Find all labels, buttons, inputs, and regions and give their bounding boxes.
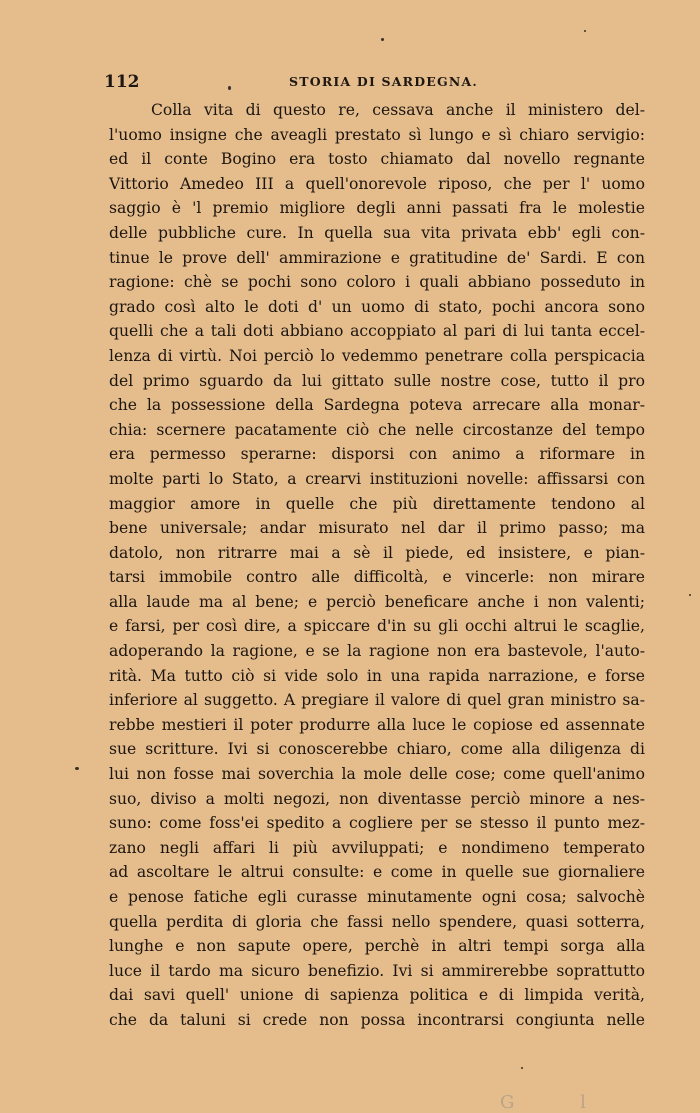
text-line: suo, diviso a molti negozi, non diventasse perciò minore a nes-	[109, 789, 645, 808]
text-line: e farsi, per così dire, a spiccare d'in su gli occhi altrui le scaglie,	[109, 617, 645, 636]
text-line: molte parti lo Stato, a crearvi instituzioni novelle: affissarsi con	[109, 469, 645, 488]
text-line: l'uomo insigne che aveagli prestato sì lungo e sì chiaro servigio:	[109, 125, 645, 144]
text-line: ed il conte Bogino era tosto chiamato dal novello regnante	[109, 150, 645, 169]
text-line: Colla vita di questo re, cessava anche il ministero del-	[151, 101, 645, 119]
paper-speck	[521, 1067, 523, 1069]
text-line: che la possessione della Sardegna poteva arrecare alla monar-	[109, 396, 645, 415]
text-line: Vittorio Amedeo III a quell'onorevole riposo, che per l' uomo	[109, 174, 645, 193]
text-line: grado così alto le doti d' un uomo di stato, pochi ancora sono	[109, 297, 645, 316]
paper-speck	[689, 594, 691, 596]
body-text	[109, 98, 645, 1033]
text-line: maggior amore in quelle che più direttamente tendono al	[109, 494, 645, 513]
text-line: saggio è 'l premio migliore degli anni passati fra le molestie	[109, 199, 645, 218]
text-line: ragione: chè se pochi sono coloro i quali abbiano posseduto in	[109, 273, 645, 292]
paper-speck	[381, 38, 384, 41]
text-line: era permesso sperarne: disporsi con animo a riformare in	[109, 445, 645, 464]
text-line: che da taluni si crede non possa incontrarsi congiunta nelle	[109, 1010, 645, 1029]
text-line: adoperando la ragione, e se la ragione non era bastevole, l'auto-	[109, 642, 645, 661]
text-line: ad ascoltare le altrui consulte: e come in quelle sue giornaliere	[109, 863, 645, 882]
paper-speck	[75, 767, 79, 770]
text-line: dai savi quell' unione di sapienza politica e di limpida verità,	[109, 986, 645, 1005]
text-line: quella perdita di gloria che fassi nello spendere, quasi sotterra,	[109, 912, 645, 931]
watermark-fragment: G l	[500, 1092, 616, 1113]
text-line: tarsi immobile contro alle difficoltà, e vincerle: non mirare	[109, 568, 645, 587]
paper-speck	[584, 30, 586, 32]
text-line: lunghe e non sapute opere, perchè in altri tempi sorga alla	[109, 937, 645, 956]
text-line: delle pubbliche cure. In quella sua vita privata ebb' egli con-	[109, 223, 645, 242]
text-line: rità. Ma tutto ciò si vide solo in una rapida narrazione, e forse	[109, 666, 645, 685]
text-line: alla laude ma al bene; e perciò beneficare anche i non valenti;	[109, 592, 645, 611]
text-line: sue scritture. Ivi si conoscerebbe chiaro, come alla diligenza di	[109, 740, 645, 759]
page-number: 112	[104, 72, 140, 92]
text-line: lui non fosse mai soverchia la mole delle cose; come quell'animo	[109, 765, 645, 784]
page-header	[104, 72, 649, 94]
text-line: rebbe mestieri il poter produrre alla luce le copiose ed assennate	[109, 715, 645, 734]
text-line: quelli che a tali doti abbiano accoppiato al pari di lui tanta eccel-	[109, 322, 645, 341]
text-line: suno: come foss'ei spedito a cogliere per se stesso il punto mez-	[109, 814, 645, 833]
text-line: bene universale; andar misurato nel dar il primo passo; ma	[109, 519, 645, 538]
text-line: zano negli affari li più avviluppati; e nondimeno temperato	[109, 838, 645, 857]
text-line: e penose fatiche egli curasse minutamente ogni cosa; salvochè	[109, 888, 645, 906]
text-line: luce il tardo ma sicuro benefizio. Ivi si ammirerebbe soprattutto	[109, 961, 645, 980]
text-line: tinue le prove dell' ammirazione e gratitudine de' Sardi. E con	[109, 248, 645, 267]
text-line: inferiore al suggetto. A pregiare il valore di quel gran ministro sa-	[109, 691, 645, 710]
text-line: chia: scernere pacatamente ciò che nelle circostanze del tempo	[109, 420, 645, 439]
text-line: lenza di virtù. Noi perciò lo vedemmo penetrare colla perspicacia	[109, 346, 645, 365]
running-title: STORIA DI SARDEGNA.	[289, 74, 478, 89]
text-line: datolo, non ritrarre mai a sè il piede, ed insistere, e pian-	[109, 543, 645, 562]
text-line: del primo sguardo da lui gittato sulle nostre cose, tutto il pro	[109, 371, 645, 390]
